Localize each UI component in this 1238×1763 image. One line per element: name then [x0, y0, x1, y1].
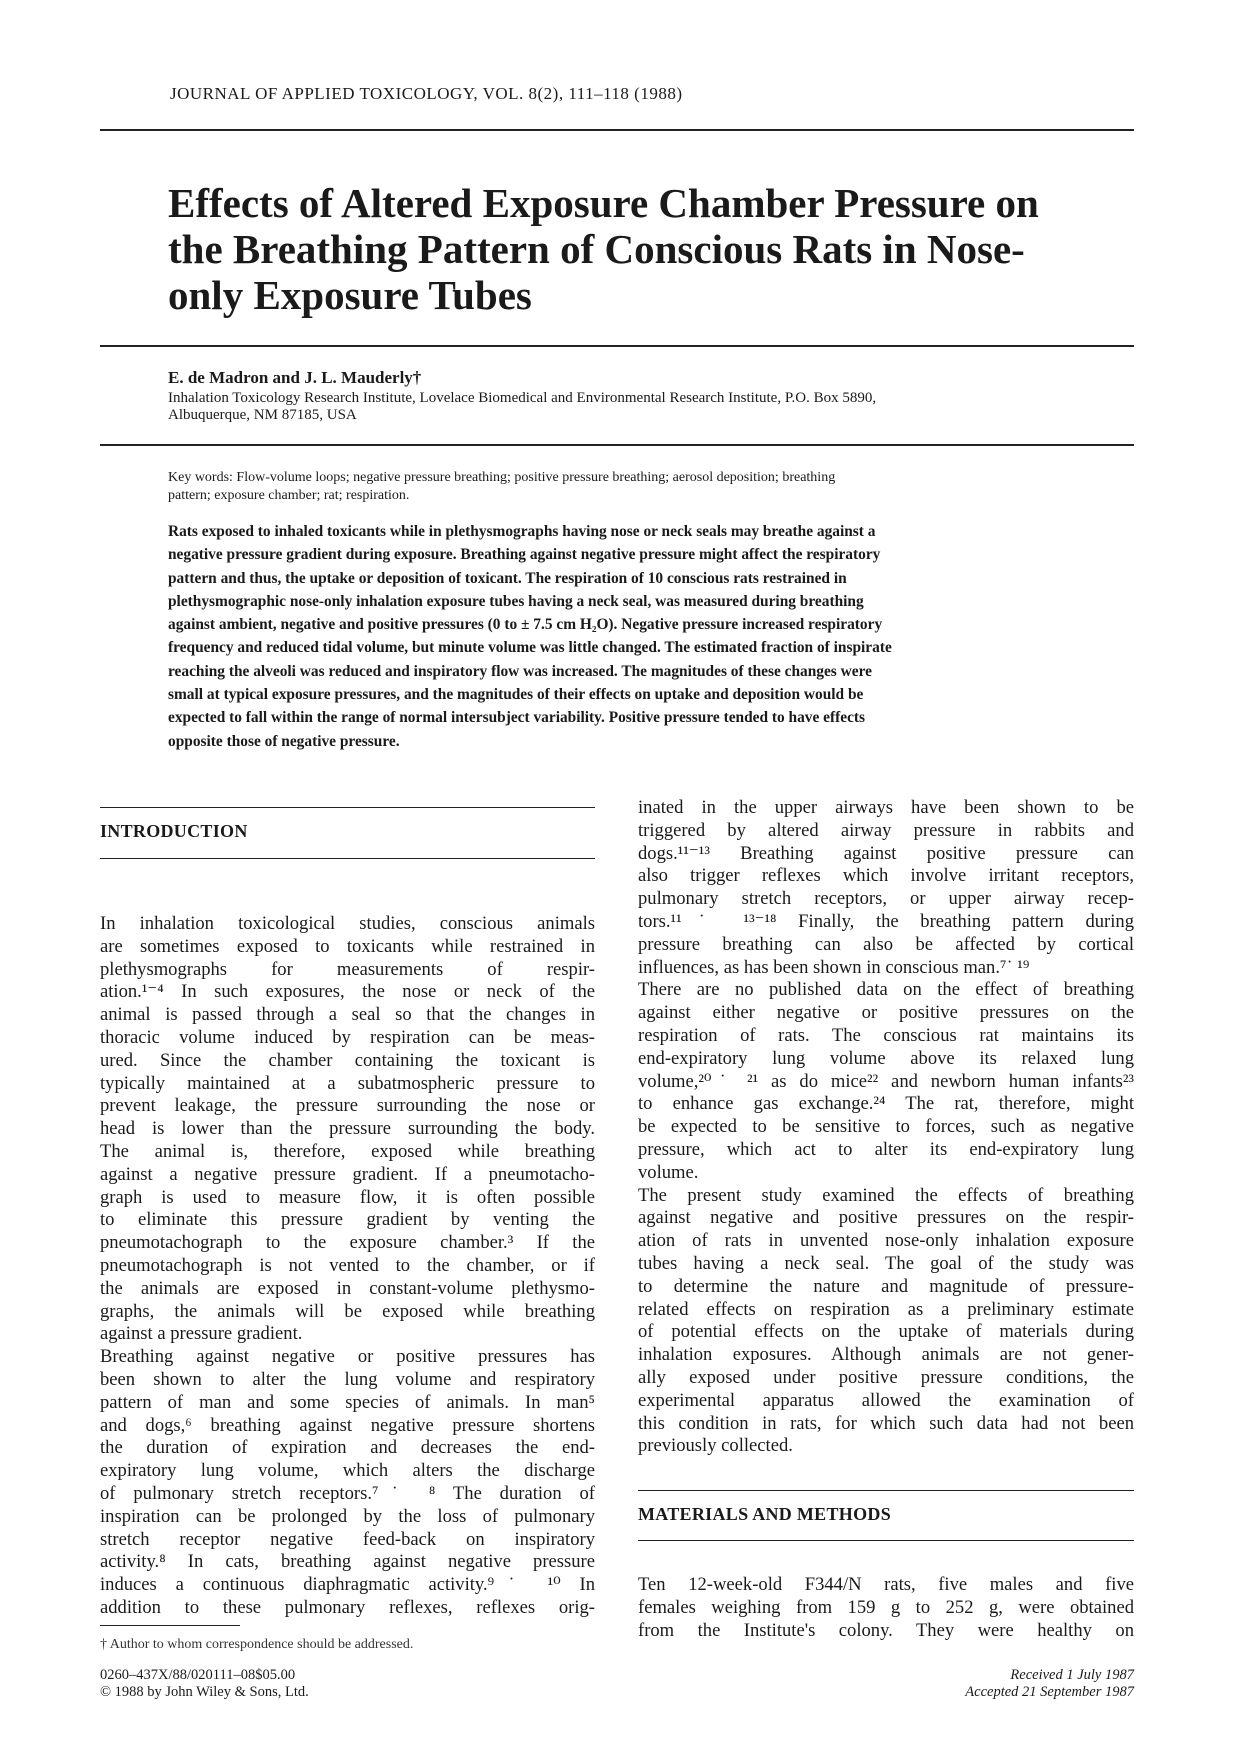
body-line: against either negative or positive pressures on the	[638, 1002, 1134, 1024]
body-line: plethysmographs for measurements of respir-	[100, 958, 595, 980]
body-line: prevent leakage, the pressure surrounding the nose or	[100, 1095, 595, 1117]
abstract-line: Rats exposed to inhaled toxicants while in plethysmographs having nose or neck seals may breathe against a	[168, 523, 876, 540]
body-line: The animal is, therefore, exposed while breathing	[100, 1140, 595, 1162]
body-line: pattern of man and some species of animals. In man⁵	[100, 1391, 595, 1413]
body-line: to eliminate this pressure gradient by venting the	[100, 1209, 595, 1231]
body-line: expiratory lung volume, which alters the discharge	[100, 1460, 595, 1482]
body-line: against a negative pressure gradient. If a pneumotacho-	[100, 1163, 595, 1185]
methods-body	[638, 1574, 1134, 1642]
introduction-heading: INTRODUCTION	[100, 821, 248, 841]
body-line: ation.¹⁻⁴ In such exposures, the nose or neck of the	[100, 981, 595, 1003]
body-line: ally exposed under positive pressure conditions, the	[638, 1366, 1134, 1388]
received-dates	[900, 1667, 1134, 1701]
body-line: animal is passed through a seal so that the changes in	[100, 1004, 595, 1026]
footnote-rule	[100, 1625, 240, 1626]
keywords-line: Key words: Flow-volume loops; negative pressure breathing; positive pressure breathing; aerosol deposition; breathing	[168, 470, 836, 485]
body-line: also trigger reflexes which involve irritant receptors,	[638, 865, 1134, 887]
footnote: † Author to whom correspondence should be addressed.	[100, 1637, 414, 1652]
title-rule	[100, 345, 1134, 347]
body-line: to determine the nature and magnitude of pressure-	[638, 1275, 1134, 1297]
abstract-line: plethysmographic nose-only inhalation exposure tubes having a neck seal, was measured during breathing	[168, 592, 864, 610]
body-line: graph is used to measure flow, it is often possible	[100, 1186, 595, 1208]
left-column-body	[100, 913, 595, 1620]
body-line: been shown to alter the lung volume and respiratory	[100, 1368, 595, 1390]
authors: E. de Madron and J. L. Mauderly†	[168, 368, 422, 387]
authors-rule	[100, 444, 1134, 446]
body-line: addition to these pulmonary reflexes, reflexes orig-	[100, 1596, 595, 1618]
body-line: related effects on respiration as a preliminary estimate	[638, 1298, 1134, 1320]
body-line: previously collected.	[638, 1435, 793, 1457]
body-line: tors.¹¹˙ ¹³⁻¹⁸ Finally, the breathing pattern during	[638, 910, 1134, 932]
header-rule	[100, 129, 1134, 131]
body-line: dogs.¹¹⁻¹³ Breathing against positive pressure can	[638, 842, 1134, 864]
body-line: inspiration can be prolonged by the loss of pulmonary	[100, 1505, 595, 1527]
body-line: this condition in rats, for which such data had not been	[638, 1412, 1134, 1434]
affiliation-line: Albuquerque, NM 87185, USA	[168, 407, 357, 423]
right-column-body	[638, 797, 1134, 1458]
abstract	[168, 520, 1072, 753]
body-line: Ten 12-week-old F344/N rats, five males and five	[638, 1574, 1134, 1595]
abstract-line: small at typical exposure pressures, and the magnitudes of their effects on uptake and deposition would be	[168, 686, 864, 704]
body-line: ation of rats in unvented nose-only inhalation exposure	[638, 1230, 1134, 1252]
body-line: triggered by altered airway pressure in rabbits and	[638, 819, 1134, 841]
body-line: females weighing from 159 g to 252 g, were obtained	[638, 1596, 1134, 1618]
body-line: the animals are exposed in constant-volume plethysmo-	[100, 1277, 595, 1299]
body-line: Breathing against negative or positive pressures has	[100, 1346, 595, 1368]
body-line: and dogs,⁶ breathing against negative pressure shortens	[100, 1414, 595, 1436]
title-line: the Breathing Pattern of Conscious Rats in Nose-	[168, 226, 1025, 272]
body-line: inated in the upper airways have been shown to be	[638, 797, 1134, 818]
abstract-line: negative pressure gradient during exposure. Breathing against negative pressure might affect the respiratory	[168, 546, 881, 564]
accepted-line: Accepted 21 September 1987	[965, 1684, 1134, 1700]
body-line: against negative and positive pressures on the respir-	[638, 1207, 1134, 1229]
body-line: to enhance gas exchange.²⁴ The rat, therefore, might	[638, 1093, 1134, 1115]
article-title	[168, 180, 1068, 318]
body-line: from the Institute's colony. They were healthy on	[638, 1619, 1134, 1641]
body-line: There are no published data on the effect of breathing	[638, 979, 1134, 1001]
methods-rule-bottom	[638, 1540, 1134, 1541]
body-line: stretch receptor negative feed-back on inspiratory	[100, 1528, 595, 1550]
body-line: respiration of rats. The conscious rat maintains its	[638, 1024, 1134, 1046]
keywords-line: pattern; exposure chamber; rat; respiration.	[168, 488, 410, 503]
body-line: pulmonary stretch receptors, or upper airway recep-	[638, 888, 1134, 910]
body-line: tubes having a neck seal. The goal of the study was	[638, 1252, 1134, 1274]
body-line: thoracic volume induced by respiration can be meas-	[100, 1026, 595, 1048]
body-line: pneumotachograph to the exposure chamber.³ If the	[100, 1232, 595, 1254]
title-line: Effects of Altered Exposure Chamber Pressure on	[168, 180, 1039, 226]
abstract-line: against ambient, negative and positive pressures (0 to ± 7.5 cm H₂O). Negative pressure increased respiratory	[168, 616, 883, 634]
body-line: pneumotachograph is not vented to the chamber, or if	[100, 1254, 595, 1276]
abstract-line: frequency and reduced tidal volume, but minute volume was little changed. The estimated fraction of inspirate	[168, 639, 892, 657]
body-line: volume,²⁰˙ ²¹ as do mice²² and newborn human infants²³	[638, 1070, 1134, 1092]
body-line: pressure, which act to alter its end-expiratory lung	[638, 1138, 1134, 1160]
body-line: influences, as has been shown in conscious man.⁷˙ ¹⁹	[638, 956, 1030, 978]
affiliation	[168, 390, 876, 424]
intro-rule-top	[100, 807, 595, 808]
abstract-line: pattern and thus, the uptake or deposition of toxicant. The respiration of 10 conscious rats restrained in	[168, 569, 847, 587]
keywords	[168, 469, 835, 505]
body-line: typically maintained at a subatmospheric pressure to	[100, 1072, 595, 1094]
methods-rule-top	[638, 1490, 1134, 1491]
issn-line: 0260–437X/88/020111–08$05.00	[100, 1667, 296, 1683]
abstract-line: expected to fall within the range of normal intersubject variability. Positive pressure tended to have effects	[168, 709, 866, 727]
body-line: activity.⁸ In cats, breathing against negative pressure	[100, 1551, 595, 1573]
copyright-block	[100, 1667, 309, 1701]
body-line: be expected to be sensitive to forces, such as negative	[638, 1116, 1134, 1138]
body-line: against a pressure gradient.	[100, 1323, 303, 1345]
title-line: only Exposure Tubes	[168, 272, 532, 318]
abstract-line: reaching the alveoli was reduced and inspiratory flow was increased. The magnitudes of these changes were	[168, 662, 872, 680]
body-line: inhalation exposures. Although animals are not gener-	[638, 1344, 1134, 1366]
body-line: of pulmonary stretch receptors.⁷˙ ⁸ The duration of	[100, 1482, 595, 1504]
body-line: the duration of expiration and decreases the end-	[100, 1437, 595, 1459]
body-line: head is lower than the pressure surrounding the body.	[100, 1118, 595, 1140]
affiliation-line: Inhalation Toxicology Research Institute, Lovelace Biomedical and Environmental Research Institute, P.O. Box 5890,	[168, 390, 877, 406]
abstract-line: opposite those of negative pressure.	[168, 732, 400, 750]
body-line: ured. Since the chamber containing the toxicant is	[100, 1049, 595, 1071]
journal-header: JOURNAL OF APPLIED TOXICOLOGY, VOL. 8(2), 111–118 (1988)	[170, 84, 683, 103]
methods-heading: MATERIALS AND METHODS	[638, 1504, 891, 1524]
body-line: The present study examined the effects of breathing	[638, 1184, 1134, 1206]
body-line: end-expiratory lung volume above its relaxed lung	[638, 1047, 1134, 1069]
body-line: volume.	[638, 1161, 699, 1183]
body-line: In inhalation toxicological studies, conscious animals	[100, 913, 595, 934]
intro-rule-bottom	[100, 858, 595, 859]
body-line: induces a continuous diaphragmatic activity.⁹˙ ¹⁰ In	[100, 1574, 595, 1596]
received-line: Received 1 July 1987	[1010, 1667, 1134, 1683]
body-line: are sometimes exposed to toxicants while restrained in	[100, 935, 595, 957]
body-line: pressure breathing can also be affected by cortical	[638, 933, 1134, 955]
body-line: of potential effects on the uptake of materials during	[638, 1321, 1134, 1343]
body-line: graphs, the animals will be exposed while breathing	[100, 1300, 595, 1322]
body-line: experimental apparatus allowed the examination of	[638, 1389, 1134, 1411]
copyright-line: © 1988 by John Wiley & Sons, Ltd.	[100, 1684, 309, 1700]
